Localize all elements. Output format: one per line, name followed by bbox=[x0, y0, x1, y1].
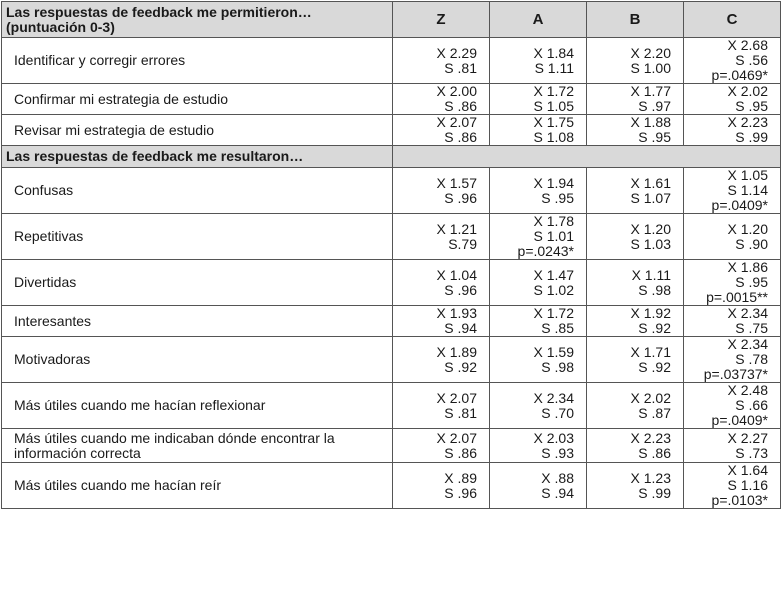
stat-cell bbox=[587, 306, 684, 337]
sd-value: S .97 bbox=[638, 98, 671, 114]
mean-value: X 1.77 bbox=[630, 83, 671, 99]
sd-value: S .75 bbox=[735, 320, 768, 336]
mean-value: X 2.07 bbox=[436, 114, 477, 130]
row-label: Divertidas bbox=[2, 260, 393, 306]
column-header: B bbox=[587, 2, 684, 38]
mean-value: X 2.34 bbox=[533, 389, 574, 406]
sd-value: S 1.07 bbox=[630, 189, 671, 206]
sd-value: S .86 bbox=[444, 98, 477, 114]
table-row bbox=[2, 337, 781, 383]
stat-cell bbox=[393, 38, 490, 84]
sd-value: S .70 bbox=[541, 404, 574, 421]
row-label: Identificar y corregir errores bbox=[2, 38, 393, 84]
stat-cell bbox=[587, 214, 684, 260]
mean-value: X 2.48 bbox=[727, 382, 768, 398]
sd-value: S .78 bbox=[735, 351, 768, 367]
mean-value: X 1.72 bbox=[533, 305, 574, 321]
stat-cell bbox=[684, 306, 781, 337]
mean-value: X 1.61 bbox=[630, 174, 671, 191]
stat-cell bbox=[587, 115, 684, 146]
sd-value: S 1.02 bbox=[533, 281, 574, 298]
stat-cell bbox=[684, 429, 781, 463]
mean-value: X 2.07 bbox=[436, 389, 477, 406]
table-row bbox=[2, 306, 781, 337]
column-header: A bbox=[490, 2, 587, 38]
stat-cell bbox=[490, 306, 587, 337]
sd-value: S .96 bbox=[444, 484, 477, 501]
sd-value: S .96 bbox=[444, 281, 477, 298]
stat-cell bbox=[393, 337, 490, 383]
mean-value: X 1.04 bbox=[436, 266, 477, 283]
stat-cell bbox=[393, 115, 490, 146]
stat-cell bbox=[684, 38, 781, 84]
sd-value: S .98 bbox=[541, 358, 574, 375]
mean-value: X 1.23 bbox=[630, 469, 671, 486]
row-label: Confirmar mi estrategia de estudio bbox=[2, 84, 393, 115]
mean-value: X 1.57 bbox=[436, 174, 477, 191]
stat-cell bbox=[490, 260, 587, 306]
mean-value: X 2.02 bbox=[630, 389, 671, 406]
sd-value: S .86 bbox=[444, 444, 477, 461]
section-title: Las respuestas de feedback me resultaron… bbox=[2, 146, 393, 168]
sd-value: S .81 bbox=[444, 404, 477, 421]
sd-value: S .81 bbox=[444, 59, 477, 76]
mean-value: X 1.93 bbox=[436, 305, 477, 321]
stat-cell bbox=[393, 306, 490, 337]
mean-value: X 1.21 bbox=[436, 220, 477, 237]
stat-cell bbox=[684, 383, 781, 429]
stat-cell bbox=[490, 38, 587, 84]
p-value: p=.0243* bbox=[517, 243, 574, 259]
stat-cell bbox=[684, 115, 781, 146]
sd-value: S .99 bbox=[638, 484, 671, 501]
stat-cell bbox=[490, 337, 587, 383]
mean-value: X 1.72 bbox=[533, 83, 574, 99]
sd-value: S .94 bbox=[444, 320, 477, 336]
sd-value: S 1.08 bbox=[533, 129, 574, 145]
stat-cell bbox=[684, 463, 781, 509]
stat-cell bbox=[587, 337, 684, 383]
sd-value: S 1.14 bbox=[727, 182, 768, 198]
table-row bbox=[2, 115, 781, 146]
sd-value: S.79 bbox=[448, 235, 477, 252]
mean-value: X 1.20 bbox=[630, 220, 671, 237]
section-header-row bbox=[2, 146, 781, 168]
sd-value: S .86 bbox=[444, 129, 477, 145]
stat-cell bbox=[393, 214, 490, 260]
stat-cell bbox=[684, 260, 781, 306]
mean-value: X 2.23 bbox=[727, 114, 768, 130]
sd-value: S .96 bbox=[444, 189, 477, 206]
sd-value: S .98 bbox=[638, 281, 671, 298]
stat-cell bbox=[587, 383, 684, 429]
row-label: Interesantes bbox=[2, 306, 393, 337]
section-title: Las respuestas de feedback me permitieron…(puntuación 0-3) bbox=[2, 2, 393, 38]
stat-cell bbox=[587, 260, 684, 306]
stat-cell bbox=[393, 429, 490, 463]
column-header: Z bbox=[393, 2, 490, 38]
row-label: Motivadoras bbox=[2, 337, 393, 383]
sd-value: S 1.16 bbox=[727, 477, 768, 493]
sd-value: S 1.03 bbox=[630, 235, 671, 252]
mean-value: X 2.23 bbox=[630, 429, 671, 446]
mean-value: X 1.89 bbox=[436, 343, 477, 360]
sd-value: S .92 bbox=[638, 320, 671, 336]
table-row bbox=[2, 429, 781, 463]
stat-cell bbox=[587, 38, 684, 84]
row-label: Más útiles cuando me indicaban dónde encontrar la información correcta bbox=[2, 429, 393, 463]
sd-value: S .85 bbox=[541, 320, 574, 336]
mean-value: X 1.75 bbox=[533, 114, 574, 130]
p-value: p=.0103* bbox=[711, 492, 768, 508]
stat-cell bbox=[393, 383, 490, 429]
sd-value: S .90 bbox=[735, 235, 768, 252]
table-row bbox=[2, 463, 781, 509]
table-row bbox=[2, 260, 781, 306]
row-label: Confusas bbox=[2, 168, 393, 214]
p-value: p=.0015** bbox=[706, 289, 768, 305]
mean-value: X 1.47 bbox=[533, 266, 574, 283]
sd-value: S 1.01 bbox=[533, 228, 574, 244]
sd-value: S .95 bbox=[735, 98, 768, 114]
sd-value: S .86 bbox=[638, 444, 671, 461]
mean-value: X 2.34 bbox=[727, 305, 768, 321]
table-row bbox=[2, 38, 781, 84]
stat-cell bbox=[490, 214, 587, 260]
stat-cell bbox=[684, 84, 781, 115]
mean-value: X 2.00 bbox=[436, 83, 477, 99]
sd-value: S .56 bbox=[735, 52, 768, 68]
mean-value: X 2.20 bbox=[630, 44, 671, 61]
sd-value: S .95 bbox=[541, 189, 574, 206]
row-label: Más útiles cuando me hacían reír bbox=[2, 463, 393, 509]
sd-value: S .93 bbox=[541, 444, 574, 461]
mean-value: X 2.68 bbox=[727, 37, 768, 53]
mean-value: X 1.84 bbox=[533, 44, 574, 61]
mean-value: X .89 bbox=[444, 469, 477, 486]
mean-value: X 2.07 bbox=[436, 429, 477, 446]
mean-value: X 2.03 bbox=[533, 429, 574, 446]
mean-value: X 1.59 bbox=[533, 343, 574, 360]
row-label: Revisar mi estrategia de estudio bbox=[2, 115, 393, 146]
sd-value: S .95 bbox=[735, 274, 768, 290]
row-label: Repetitivas bbox=[2, 214, 393, 260]
stat-cell bbox=[490, 115, 587, 146]
mean-value: X 1.94 bbox=[533, 174, 574, 191]
table-body bbox=[2, 2, 781, 509]
column-header: C bbox=[684, 2, 781, 38]
stat-cell bbox=[393, 84, 490, 115]
mean-value: X 1.64 bbox=[727, 462, 768, 478]
stat-cell bbox=[587, 429, 684, 463]
mean-value: X 1.92 bbox=[630, 305, 671, 321]
mean-value: X 1.20 bbox=[727, 220, 768, 237]
mean-value: X 2.27 bbox=[727, 429, 768, 446]
sd-value: S .66 bbox=[735, 397, 768, 413]
p-value: p=.0469* bbox=[711, 67, 768, 83]
p-value: p=.0409* bbox=[711, 412, 768, 428]
table-row bbox=[2, 214, 781, 260]
stat-cell bbox=[684, 337, 781, 383]
stat-cell bbox=[684, 214, 781, 260]
table-row bbox=[2, 168, 781, 214]
p-value: p=.03737* bbox=[703, 366, 768, 382]
stat-cell bbox=[490, 429, 587, 463]
sd-value: S 1.11 bbox=[534, 59, 574, 76]
stat-cell bbox=[393, 168, 490, 214]
table-row bbox=[2, 84, 781, 115]
mean-value: X 2.34 bbox=[727, 336, 768, 352]
stat-cell bbox=[490, 84, 587, 115]
mean-value: X 1.05 bbox=[727, 167, 768, 183]
row-label: Más útiles cuando me hacían reflexionar bbox=[2, 383, 393, 429]
sd-value: S .87 bbox=[638, 404, 671, 421]
stat-cell bbox=[587, 84, 684, 115]
section-header-filler bbox=[393, 146, 781, 168]
stat-cell bbox=[684, 168, 781, 214]
mean-value: X 2.29 bbox=[436, 44, 477, 61]
mean-value: X .88 bbox=[541, 469, 574, 486]
mean-value: X 1.88 bbox=[630, 114, 671, 130]
stat-cell bbox=[490, 463, 587, 509]
stat-cell bbox=[587, 463, 684, 509]
mean-value: X 2.02 bbox=[727, 83, 768, 99]
section-header-row bbox=[2, 2, 781, 38]
sd-value: S .94 bbox=[541, 484, 574, 501]
sd-value: S .73 bbox=[735, 444, 768, 461]
p-value: p=.0409* bbox=[711, 197, 768, 213]
mean-value: X 1.71 bbox=[630, 343, 671, 360]
sd-value: S 1.00 bbox=[630, 59, 671, 76]
table-row bbox=[2, 383, 781, 429]
mean-value: X 1.78 bbox=[533, 213, 574, 229]
sd-value: S .95 bbox=[638, 129, 671, 145]
feedback-results-table bbox=[1, 1, 781, 509]
mean-value: X 1.86 bbox=[727, 259, 768, 275]
sd-value: S 1.05 bbox=[533, 98, 574, 114]
sd-value: S .99 bbox=[735, 129, 768, 145]
stat-cell bbox=[490, 168, 587, 214]
sd-value: S .92 bbox=[444, 358, 477, 375]
sd-value: S .92 bbox=[638, 358, 671, 375]
stat-cell bbox=[490, 383, 587, 429]
stat-cell bbox=[393, 463, 490, 509]
mean-value: X 1.11 bbox=[631, 266, 671, 283]
stat-cell bbox=[587, 168, 684, 214]
stat-cell bbox=[393, 260, 490, 306]
